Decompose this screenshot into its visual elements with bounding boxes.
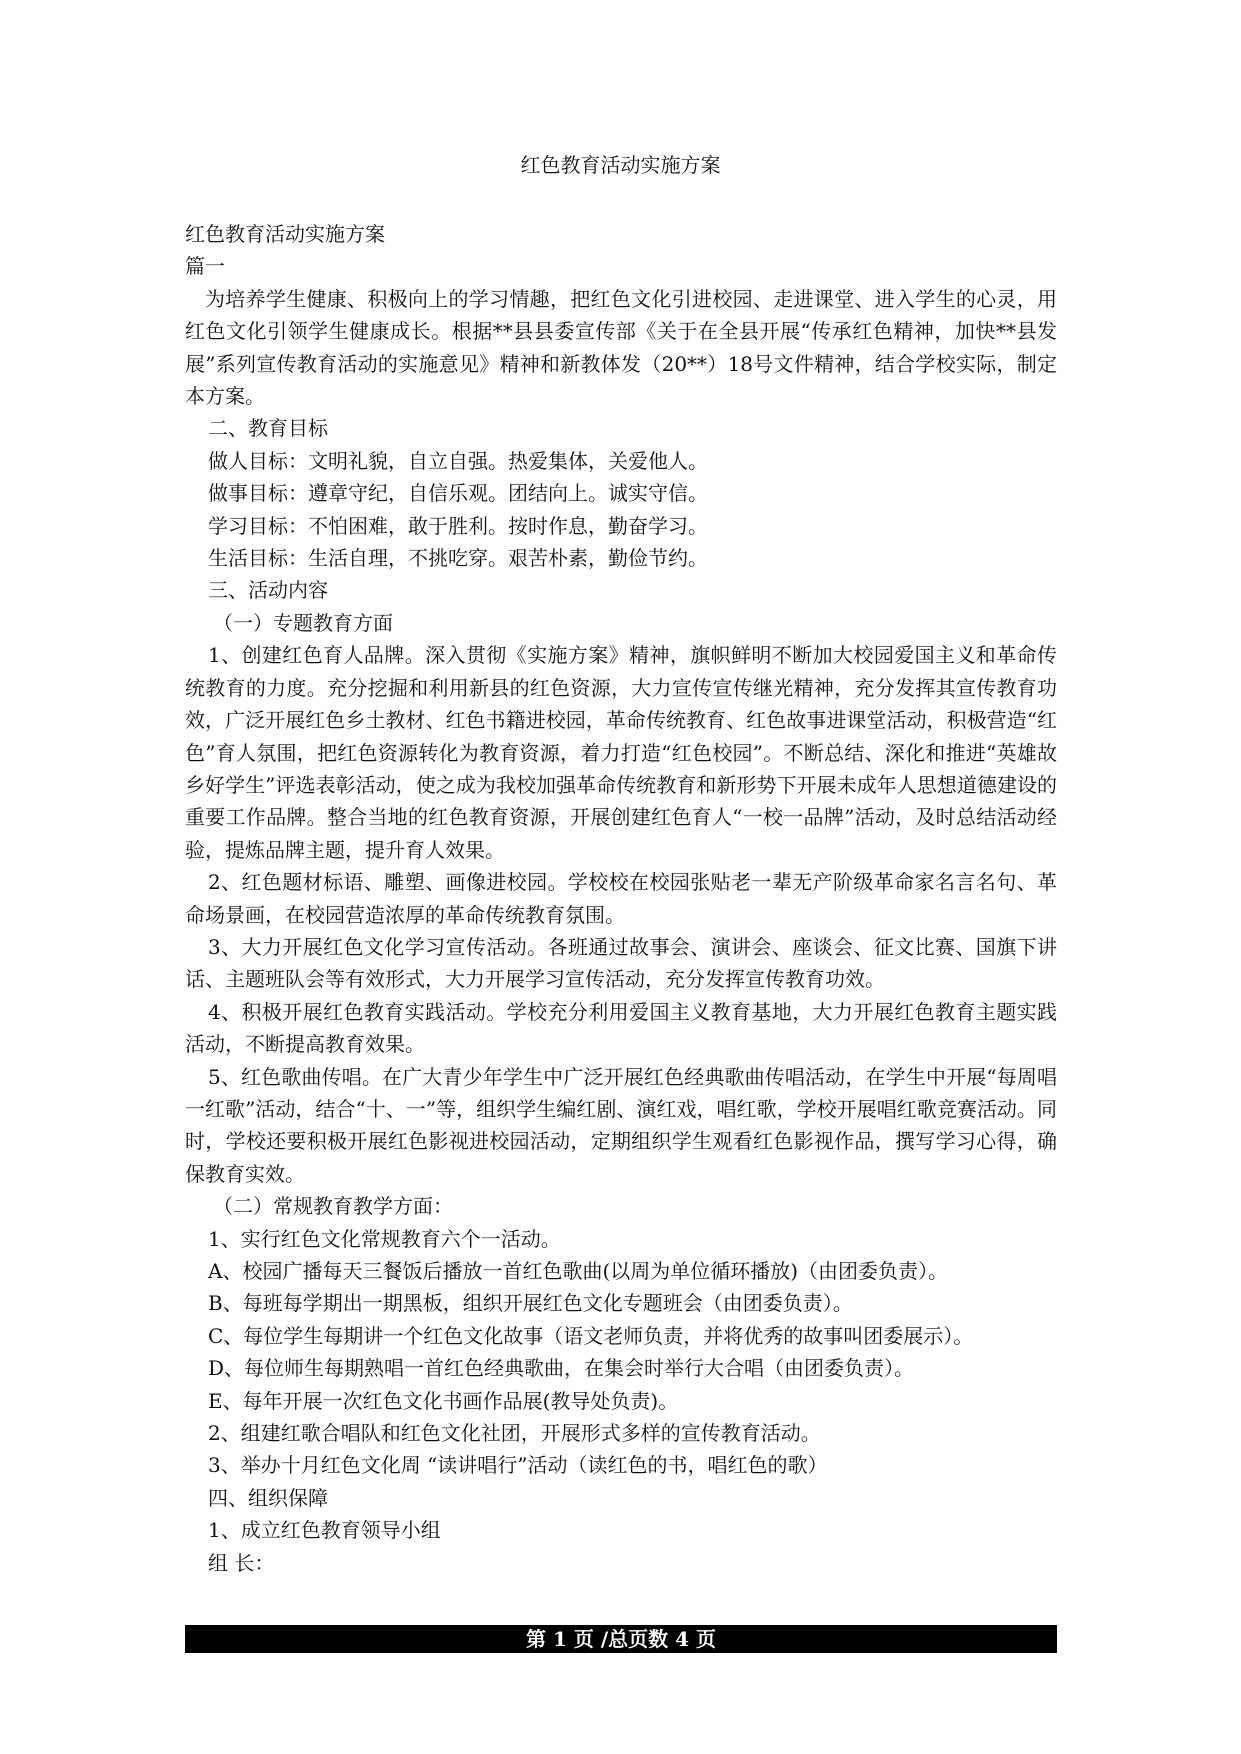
paragraph: 篇一 — [185, 254, 225, 279]
paragraph: B、每班每学期出一期黑板，组织开展红色文化专题班会（由团委负责）。 — [208, 1291, 853, 1316]
paragraph: 1、实行红色文化常规教育六个一活动。 — [208, 1226, 561, 1251]
paragraph: 学习目标：不怕困难，敢于胜利。按时作息，勤奋学习。 — [208, 513, 708, 538]
paragraph: D、每位师生每期熟唱一首红色经典歌曲，在集会时举行大合唱（由团委负责）。 — [208, 1356, 915, 1381]
paragraph: 生活目标：生活自理，不挑吃穿。艰苦朴素，勤俭节约。 — [208, 546, 708, 571]
paragraph: 做人目标：文明礼貌，自立自强。热爱集体，关爱他人。 — [208, 448, 708, 473]
paragraph: 做事目标：遵章守纪，自信乐观。团结向上。诚实守信。 — [208, 481, 708, 506]
paragraph: （二）常规教育教学方面： — [213, 1194, 453, 1219]
paragraph: 为培养学生健康、积极向上的学习情趣，把红色文化引进校园、走进课堂、进入学生的心灵，用红色文化引领学生健康成长。根据**县县委宣传部《关于在全县开展“传承红色精神，加快**县发展”系列宣传教育活动的实施意见》精神和新教体发（20**）18号文件精神，结合学校实际，制定本方案。 — [185, 286, 1057, 409]
paragraph: E、每年开展一次红色文化书画作品展(教导处负责)。 — [208, 1388, 679, 1413]
paragraph: （一）专题教育方面 — [213, 610, 393, 635]
paragraph: 4、积极开展红色教育实践活动。学校充分利用爱国主义教育基地，大力开展红色教育主题实践活动，不断提高教育效果。 — [185, 999, 1057, 1057]
paragraph: 2、红色题材标语、雕塑、画像进校园。学校校在校园张贴老一辈无产阶级革命家名言名句、革命场景画，在校园营造浓厚的革命传统教育氛围。 — [185, 870, 1057, 927]
paragraph: 3、大力开展红色文化学习宣传活动。各班通过故事会、演讲会、座谈会、征文比赛、国旗下讲话、主题班队会等有效形式，大力开展学习宣传活动，充分发挥宣传教育功效。 — [185, 934, 1057, 992]
paragraph: 红色教育活动实施方案 — [185, 222, 385, 246]
paragraph: 3、举办十月红色文化周 “读讲唱行”活动（读红色的书，唱红色的歌） — [208, 1453, 828, 1478]
paragraph: 组 长： — [208, 1550, 275, 1575]
paragraph: 三、活动内容 — [208, 578, 328, 603]
paragraph: 四、组织保障 — [208, 1485, 328, 1510]
paragraph: 1、创建红色育人品牌。深入贯彻《实施方案》精神，旗帜鲜明不断加大校园爱国主义和革命传统教育的力度。充分挖掘和利用新县的红色资源，大力宣传宣传继光精神，充分发挥其宣传教育功效，广泛开展红色乡土教材、红色书籍进校园，革命传统教育、红色故事进课堂活动，积极营造“红色”育人氛围，把红色资源转化为教育资源，着力打造“红色校园”。不断总结、深化和推进“英雄故乡好学生”评选表彰活动，使之成为我校加强革命传统教育和新形势下开展未成年人思想道德建设的重要工作品牌。整合当地的红色教育资源，开展创建红色育人“一校一品牌”活动，及时总结活动经验，提炼品牌主题，提升育人效果。 — [185, 643, 1057, 862]
paragraph: A、校园广播每天三餐饭后播放一首红色歌曲(以周为单位循环播放)（由团委负责）。 — [208, 1259, 949, 1283]
paragraph: 5、红色歌曲传唱。在广大青少年学生中广泛开展红色经典歌曲传唱活动，在学生中开展“每周唱一红歌”活动，结合“十、一”等，组织学生编红剧、演红戏，唱红歌，学校开展唱红歌竞赛活动。同时，学校还要积极开展红色影视进校园活动，定期组织学生观看红色影视作品，撰写学习心得，确保教育实效。 — [185, 1064, 1057, 1186]
paragraph: 2、组建红歌合唱队和红色文化社团，开展形式多样的宣传教育活动。 — [208, 1421, 821, 1446]
paragraph: 1、成立红色教育领导小组 — [208, 1518, 441, 1543]
page-footer: 第 1 页 /总页数 4 页 — [185, 1625, 1057, 1653]
document-title: 红色教育活动实施方案 — [520, 153, 721, 177]
paragraph: C、每位学生每期讲一个红色文化故事（语文老师负责，并将优秀的故事叫团委展示）。 — [208, 1323, 974, 1348]
document-body — [185, 218, 1057, 1579]
paragraph: 二、教育目标 — [208, 416, 328, 441]
